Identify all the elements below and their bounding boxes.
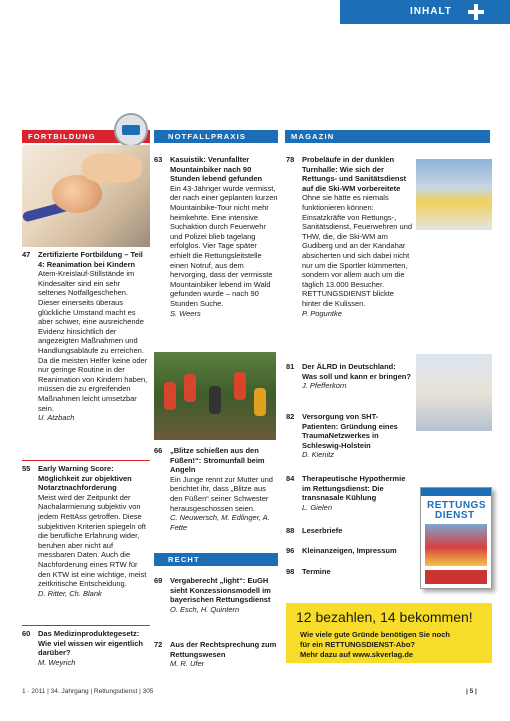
promo-text: für ein RETTUNGSDIENST-Abo? — [300, 640, 415, 649]
article-author: S. Weers — [170, 308, 201, 318]
article-entry[interactable] — [286, 567, 414, 577]
article-entry[interactable] — [286, 155, 414, 318]
contents-tab — [340, 0, 510, 24]
article-text: Atem-Kreislauf-Stillstände im Kindesalter sind ein sehr seltenes Notfallgeschehen. Dieser einerseits überaus glückliche Umstand macht es aber schwer, eine ausreichende Evidenz hinsichtlich der angezeigten Maßnahmen und Handlungsabläufe zu erreichen. Da die meisten Helfer keine oder nur geringe Routine in der Reanimation von Kindern haben, müssen die zu ergreifenden Maßnahmen leicht umsetzbar sein. — [38, 269, 148, 413]
page-number: 98 — [286, 567, 295, 576]
article-title: Probeläufe in der dunklen Turnhalle: Wie sich der Rettungs- und Sanitätsdienst auf die Ski-WM vorbereitete — [302, 155, 407, 193]
page-number-footer: | 5 | — [466, 688, 477, 695]
article-entry[interactable] — [22, 629, 150, 667]
promo-link[interactable]: Mehr dazu auf www.skverlag.de — [300, 650, 414, 659]
article-text: Ohne sie hätte es niemals funktionieren können: Einsatzkräfte von Rettungs-, Sanitätsdienst, Feuerwehren und THW, die, die Ski-WM am Gudiberg und an der Kandahar absicherten und sich dabei nicht nur um die Sportler kümmerten, sondern vor allem auch um die täglich 13.000 Besucher. RETTUNGSDIENST blickte hinter die Kulissen. — [302, 193, 413, 308]
article-entry[interactable] — [286, 546, 414, 556]
page-number: 60 — [22, 629, 31, 638]
article-author: P. Poguntke — [302, 308, 342, 318]
article-title: Early Warning Score: Möglichkeit zur objektiven Notarztnachforderung — [38, 464, 132, 493]
page-number: 47 — [22, 250, 31, 259]
article-entry[interactable] — [154, 446, 278, 532]
article-title: Vergaberecht „light“: EuGH sieht Konzessionsmodell im bayerischen Rettungsdienst — [170, 576, 271, 605]
page-number: 88 — [286, 526, 295, 535]
page-number: 66 — [154, 446, 163, 455]
article-entry[interactable] — [154, 640, 278, 669]
page-number: 69 — [154, 576, 163, 585]
page-number: 78 — [286, 155, 295, 164]
article-author: D. Kienitz — [302, 450, 335, 460]
article-entry[interactable] — [286, 526, 414, 536]
training-photo — [416, 354, 492, 431]
article-text: Ein 43-Jähriger wurde vermisst, der nach einer geplanten kurzen Mountainbike-Tour nicht mehr heimkehrte. Eine intensive Suchaktion durch Feuerwehr und Polizei blieb tagelang erfolglos. Vier Tage später erhielt die Rettungsleitstelle einen Notruf, aus dem hervorging, dass der vermisste Mountainbiker lebend im Wald gefunden wurde – nach 90 Stunden Suche. — [170, 183, 278, 308]
page-number: 72 — [154, 640, 163, 649]
article-title: Der ÄLRD in Deutschland: Was soll und kann er bringen? — [302, 362, 411, 381]
article-author: C. Neuwersch, M. Edlinger, A. Fette — [170, 513, 270, 532]
article-entry[interactable] — [22, 464, 150, 598]
article-entry[interactable] — [286, 362, 412, 391]
article-title: „Blitze schießen aus den Füßen!“: Stromunfall beim Angeln — [170, 446, 265, 475]
cpr-photo — [22, 145, 150, 247]
article-text: Ein Junge rennt zur Mutter und berichtet ihr, dass „Blitze aus den Füßen“ seiner Schwester herausgeschossen seien. — [170, 474, 273, 513]
article-text: Meist wird der Zeitpunkt der Nachalarmierung subjektiv von jedem RettAss getroffen. Diese subjektiven Kriterien spiegeln oft die berufliche Erfahrung wider, beruhen aber nicht auf messbaren Daten. Auch die Nachforderung eines RTW für den KTW ist eine wichtige, meist zeitkritische Entscheidung. — [38, 492, 147, 589]
page-number: 63 — [154, 155, 163, 164]
page-number: 81 — [286, 362, 295, 371]
article-author: L. Gielen — [302, 502, 333, 512]
subscription-promo[interactable] — [286, 603, 492, 663]
plus-icon — [468, 4, 484, 20]
article-author: D. Ritter, Ch. Blank — [38, 588, 102, 598]
promo-text: Wie viele gute Gründe benötigen Sie noch — [300, 630, 450, 639]
section-header-magazin: MAGAZIN — [285, 130, 490, 143]
article-author: M. R. Ufer — [170, 659, 205, 669]
article-title: Aus der Rechtsprechung zum Rettungswesen — [170, 640, 277, 659]
section-header-recht: RECHT — [154, 553, 278, 566]
section-header-fortbildung: FORTBILDUNG — [22, 130, 150, 143]
article-author: O. Esch, H. Quintern — [170, 604, 240, 614]
article-title: Leserbriefe — [302, 526, 343, 535]
article-title: Therapeutische Hypothermie im Rettungsdienst: Die transnasale Kühlung — [302, 474, 406, 503]
cover-title: RETTUNGS — [427, 500, 486, 511]
ambulance-photo — [416, 159, 492, 230]
divider — [22, 460, 150, 461]
article-author: M. Weyrich — [38, 657, 76, 667]
article-title: Kasuistik: Verunfallter Mountainbiker nach 90 Stunden lebend gefunden — [170, 155, 263, 184]
article-title: Termine — [302, 567, 331, 576]
article-entry[interactable] — [286, 474, 414, 512]
article-author: J. Pfefferkorn — [302, 381, 347, 391]
cover-title: DIENST — [435, 510, 475, 521]
article-entry[interactable] — [154, 576, 278, 614]
page-footer: 1 · 2011 | 34. Jahrgang | Rettungsdienst | 305 — [22, 688, 154, 695]
contents-tab-label: INHALT — [410, 6, 452, 17]
page-number: 82 — [286, 412, 295, 421]
certified-badge-icon — [114, 113, 148, 147]
article-title: Versorgung von SHT-Patienten: Gründung eines TraumaNetzwerkes in Schleswig-Holstein — [302, 412, 398, 450]
page-number: 96 — [286, 546, 295, 555]
divider — [22, 625, 150, 626]
article-title: Kleinanzeigen, Impressum — [302, 546, 397, 555]
article-title: Das Medizinproduktegesetz: Wie viel wissen wir eigentlich darüber? — [38, 629, 143, 658]
page-number: 55 — [22, 464, 31, 473]
article-title: Zertifizierte Fortbildung – Teil 4: Reanimation bei Kindern — [38, 250, 143, 269]
promo-headline: 12 bezahlen, 14 bekommen! — [296, 609, 473, 625]
article-entry[interactable] — [286, 412, 412, 460]
article-entry[interactable] — [22, 250, 150, 423]
article-entry[interactable] — [154, 155, 278, 318]
article-author: U. Atzbach — [38, 413, 75, 423]
magazine-cover — [420, 487, 492, 589]
section-header-notfallpraxis: NOTFALLPRAXIS — [154, 130, 278, 143]
rescue-photo — [154, 352, 276, 440]
page-number: 84 — [286, 474, 295, 483]
